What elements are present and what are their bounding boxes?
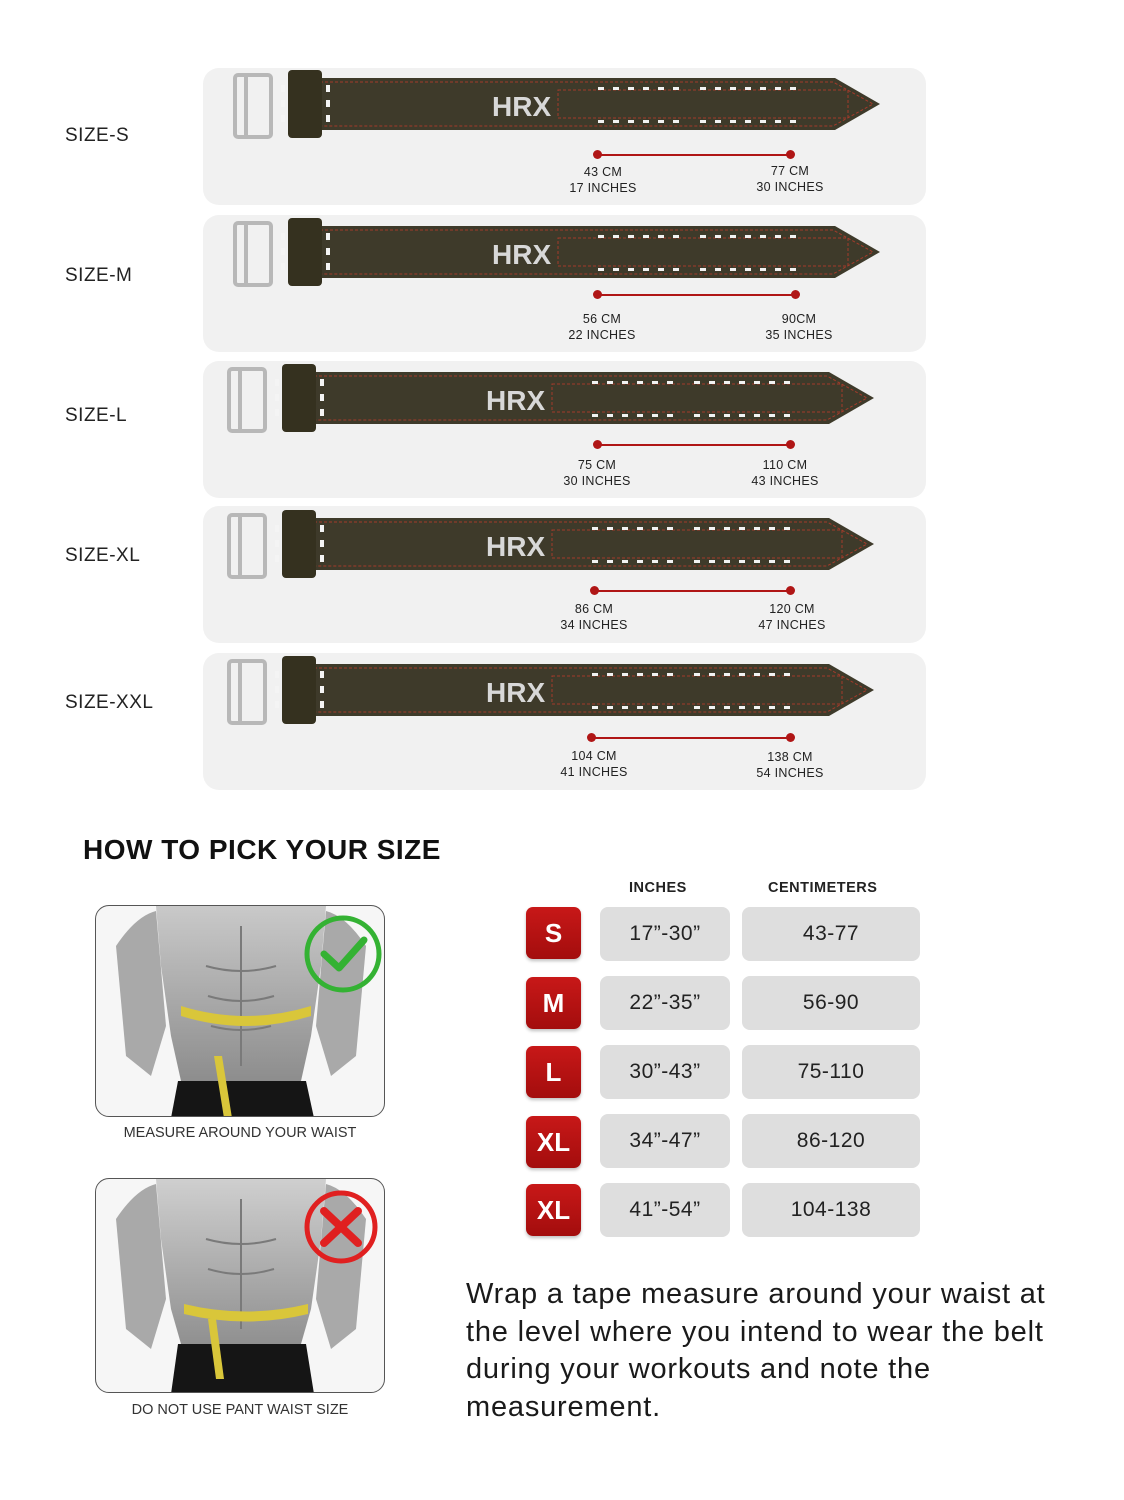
inches-cell: 17”-30” (600, 907, 730, 961)
cm-cell: 104-138 (742, 1183, 920, 1237)
buckle-icon (235, 223, 271, 285)
size-badge: S (526, 907, 581, 959)
hrx-logo: HRX (486, 531, 546, 562)
correct-caption: MEASURE AROUND YOUR WAIST (123, 1125, 357, 1141)
max-cm: 110 CM (762, 458, 808, 472)
hrx-logo: HRX (492, 91, 552, 122)
wrong-caption: DO NOT USE PANT WAIST SIZE (131, 1402, 349, 1418)
max-inches: 54 INCHES (756, 766, 824, 780)
min-cm: 104 CM (571, 749, 617, 763)
inches-cell: 30”-43” (600, 1045, 730, 1099)
size-label: SIZE-XXL (65, 692, 154, 713)
buckle-icon (229, 369, 265, 431)
belt-image (0, 216, 1124, 316)
range-start-dot (593, 290, 602, 299)
hrx-logo: HRX (486, 677, 546, 708)
cm-cell: 56-90 (742, 976, 920, 1030)
buckle-icon (235, 75, 271, 137)
hrx-logo: HRX (492, 239, 552, 270)
range-start-dot (590, 586, 599, 595)
range-end-dot (786, 733, 795, 742)
belt-image (0, 508, 1124, 608)
max-inches: 35 INCHES (765, 328, 833, 342)
buckle-icon (229, 515, 265, 577)
size-badge: L (526, 1046, 581, 1098)
size-label: SIZE-XL (65, 545, 141, 566)
min-inches: 22 INCHES (568, 328, 636, 342)
min-inches: 41 INCHES (560, 765, 628, 779)
min-cm: 75 CM (577, 458, 617, 472)
inches-cell: 22”-35” (600, 976, 730, 1030)
wrong-measure-photo (95, 1178, 385, 1393)
hrx-logo: HRX (486, 385, 546, 416)
max-inches: 30 INCHES (756, 180, 824, 194)
min-inches: 30 INCHES (563, 474, 631, 488)
cm-cell: 43-77 (742, 907, 920, 961)
range-start-dot (593, 150, 602, 159)
size-label: SIZE-S (65, 125, 130, 146)
section-title: HOW TO PICK YOUR SIZE (83, 834, 441, 865)
size-badge: M (526, 977, 581, 1029)
range-start-dot (587, 733, 596, 742)
max-inches: 47 INCHES (758, 618, 826, 632)
range-end-dot (786, 150, 795, 159)
range-end-dot (786, 440, 795, 449)
buckle-icon (229, 661, 265, 723)
range-end-dot (791, 290, 800, 299)
max-cm: 120 CM (769, 602, 815, 616)
cm-cell: 75-110 (742, 1045, 920, 1099)
range-end-dot (786, 586, 795, 595)
inches-cell: 34”-47” (600, 1114, 730, 1168)
size-badge: XL (526, 1116, 581, 1168)
min-inches: 17 INCHES (569, 181, 637, 195)
size-badge: XL (526, 1184, 581, 1236)
instructions-text: Wrap a tape measure around your waist at the level where you intend to wear the belt during your workouts and note the measurement. (466, 1278, 1046, 1423)
max-cm: 138 CM (767, 750, 813, 764)
max-cm: 90CM (781, 312, 817, 326)
min-cm: 43 CM (583, 165, 623, 179)
correct-measure-photo (95, 905, 385, 1117)
header-centimeters: CENTIMETERS (768, 880, 878, 896)
belt-image (0, 654, 1124, 754)
min-inches: 34 INCHES (560, 618, 628, 632)
min-cm: 56 CM (582, 312, 622, 326)
size-label: SIZE-M (65, 265, 133, 286)
min-cm: 86 CM (574, 602, 614, 616)
max-inches: 43 INCHES (751, 474, 819, 488)
size-label: SIZE-L (65, 405, 128, 426)
max-cm: 77 CM (770, 164, 810, 178)
belt-image (0, 362, 1124, 462)
header-inches: INCHES (629, 880, 687, 896)
range-start-dot (593, 440, 602, 449)
cm-cell: 86-120 (742, 1114, 920, 1168)
inches-cell: 41”-54” (600, 1183, 730, 1237)
